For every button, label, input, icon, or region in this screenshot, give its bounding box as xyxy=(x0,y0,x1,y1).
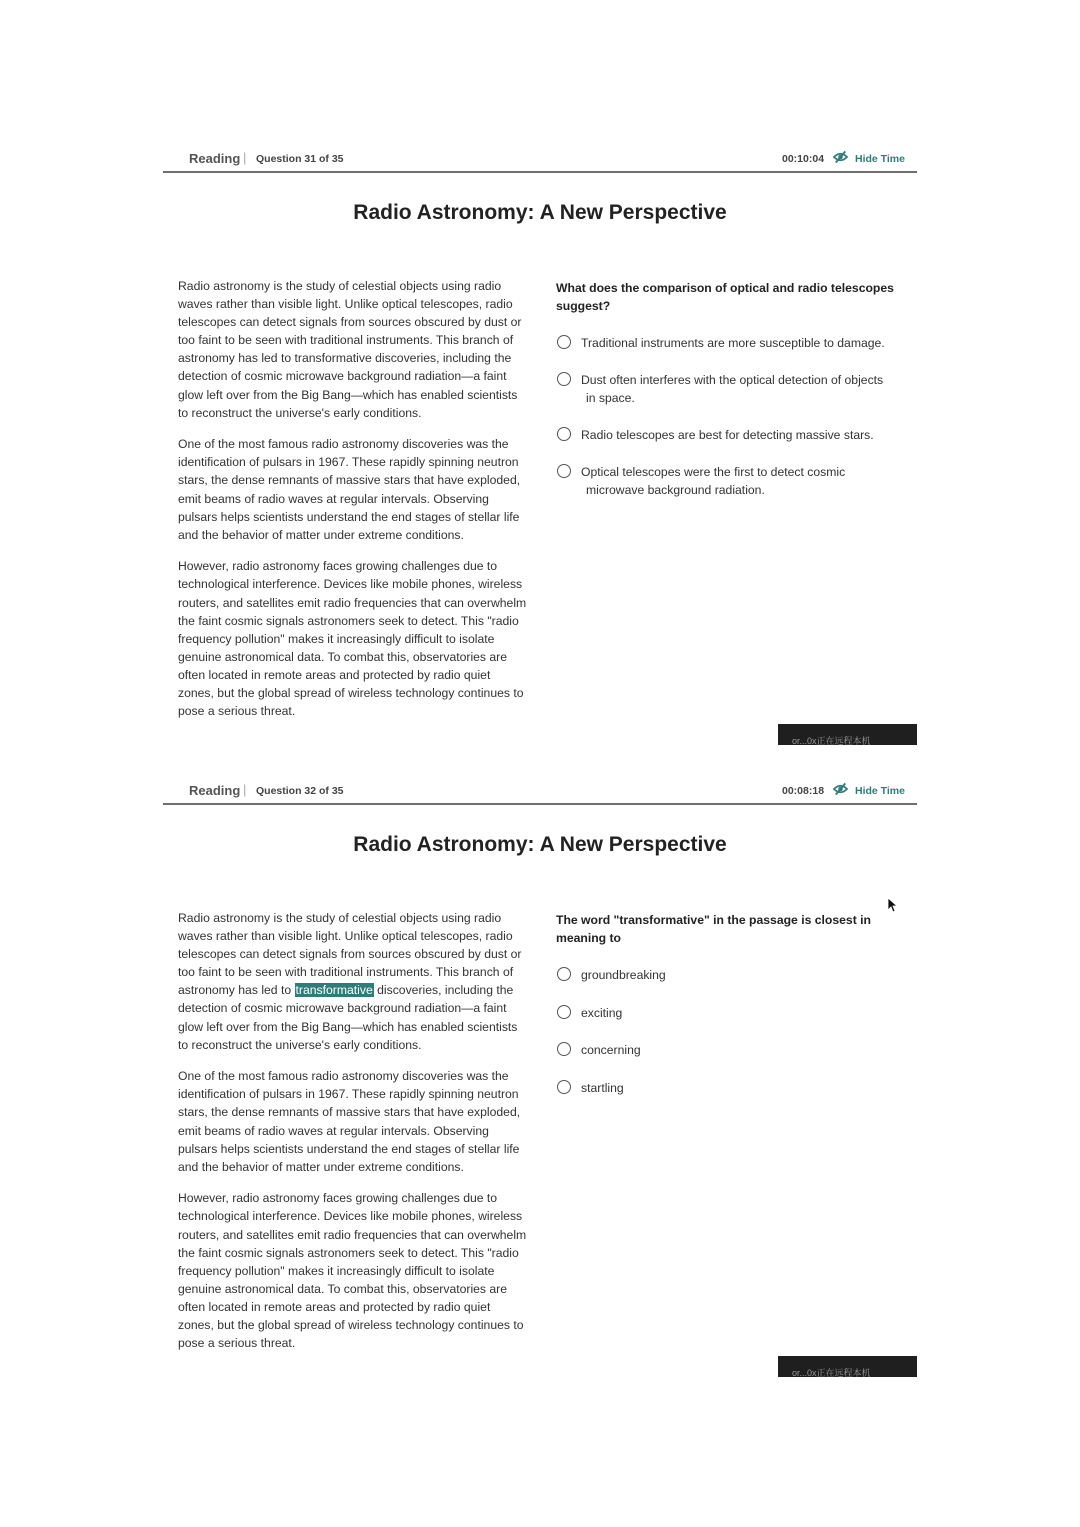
top-bar xyxy=(163,145,917,173)
passage-paragraph: However, radio astronomy faces growing challenges due to technological interference. Devices like mobile phones, wireless routers, and satellites emit radio frequencies that can overwhelm the faint cosmic signals astronomers seek to detect. This "radio frequency pollution" makes it increasingly difficult to isolate genuine astronomical data. To combat this, observatories are often located in remote areas and protected by radio quiet zones, but the global spread of wireless technology continues to pose a serious threat. xyxy=(178,559,527,719)
timer: 00:08:18 xyxy=(782,785,825,797)
radio-circle-icon[interactable] xyxy=(557,335,571,349)
radio-circle-icon[interactable] xyxy=(557,967,571,981)
passage-paragraph xyxy=(178,909,528,1054)
page-title: Radio Astronomy: A New Perspective xyxy=(353,833,727,856)
top-bar xyxy=(163,777,917,805)
remote-control-overlay xyxy=(778,1356,917,1377)
hide-time-button[interactable]: Hide Time xyxy=(855,153,905,165)
mouse-pointer-icon xyxy=(887,897,897,913)
option-text: exciting xyxy=(581,1005,623,1020)
answer-option[interactable] xyxy=(556,1079,901,1097)
radio-circle-icon[interactable] xyxy=(557,1042,571,1056)
remote-control-overlay xyxy=(778,724,917,745)
test-screen-question-32 xyxy=(163,777,917,1377)
test-screen-question-31 xyxy=(163,145,917,745)
passage-paragraph: Radio astronomy is the study of celestial objects using radio waves rather than visible light. Unlike optical telescopes, radio telescopes can detect signals from sources obscured by dust or too faint to be seen with traditional instruments. This branch of astronomy has led to transformative discoveries, including the detection of cosmic microwave background radiation—a faint glow left over from the Big Bang—which has enabled scientists to reconstruct the universe's early conditions. xyxy=(178,279,522,420)
answer-option[interactable] xyxy=(556,1004,901,1022)
answer-options xyxy=(556,966,901,1097)
remote-overlay-text: or...0x正在远程本机 xyxy=(792,1368,871,1377)
passage-paragraph: One of the most famous radio astronomy discoveries was the identification of pulsars in 1967. These rapidly spinning neutron stars, the dense remnants of massive stars that have exploded, emit beams of radio waves at regular intervals. Observing pulsars helps scientists understand the end stages of stellar life and the behavior of matter under extreme conditions. xyxy=(178,437,521,542)
passage-text: Radio astronomy is the study of celestial objects using radio waves rather than visible light. Unlike optical telescopes, radio telescopes can detect signals from sources obscured by dust or too faint to be seen with traditional instruments. This branch of astronomy has led to xyxy=(178,911,522,998)
answer-option[interactable] xyxy=(556,966,901,984)
option-text: Optical telescopes were the first to detect cosmic xyxy=(581,465,846,480)
radio-circle-icon[interactable] xyxy=(557,1080,571,1094)
timer: 00:10:04 xyxy=(782,153,825,165)
radio-circle-icon[interactable] xyxy=(557,1005,571,1019)
answer-option[interactable] xyxy=(556,371,901,407)
option-text-continued: microwave background radiation. xyxy=(586,483,765,498)
answer-options xyxy=(556,334,901,500)
option-text: startling xyxy=(581,1080,624,1095)
answer-option[interactable] xyxy=(556,1041,901,1059)
question-prompt: What does the comparison of optical and radio telescopes suggest? xyxy=(556,281,894,314)
question-counter: Question 32 of 35 xyxy=(256,785,344,797)
option-text: Traditional instruments are more susceptible to damage. xyxy=(581,336,885,350)
option-text: Radio telescopes are best for detecting massive stars. xyxy=(581,428,874,443)
option-text: groundbreaking xyxy=(581,968,666,982)
section-label: Reading xyxy=(189,783,241,798)
reading-passage xyxy=(178,909,528,1366)
section-label: Reading xyxy=(189,151,241,166)
hide-time-button[interactable]: Hide Time xyxy=(855,785,905,797)
option-text-continued: in space. xyxy=(586,391,635,406)
question-counter: Question 31 of 35 xyxy=(256,153,344,165)
radio-circle-icon[interactable] xyxy=(557,372,571,386)
eye-slash-icon[interactable] xyxy=(833,782,848,796)
header-separator: | xyxy=(243,782,247,797)
passage-paragraph: However, radio astronomy faces growing challenges due to technological interference. Devices like mobile phones, wireless routers, and satellites emit radio frequencies that can overwhelm the faint cosmic signals astronomers seek to detect. This "radio frequency pollution" makes it increasingly difficult to isolate genuine astronomical data. To combat this, observatories are often located in remote areas and protected by radio quiet zones, but the global spread of wireless technology continues to pose a serious threat. xyxy=(178,1191,527,1351)
passage-text: discoveries, including the detection of cosmic microwave background radiation—a faint glow left over from the Big Bang—which has enabled scientists to reconstruct the universe's early conditions. xyxy=(178,983,518,1052)
passage-paragraph: One of the most famous radio astronomy discoveries was the identification of pulsars in 1967. These rapidly spinning neutron stars, the dense remnants of massive stars that have exploded, emit beams of radio waves at regular intervals. Observing pulsars helps scientists understand the end stages of stellar life and the behavior of matter under extreme conditions. xyxy=(178,1069,521,1174)
eye-slash-icon[interactable] xyxy=(833,150,848,164)
remote-overlay-text: or...0x正在远程本机 xyxy=(792,736,871,745)
answer-option[interactable] xyxy=(556,334,901,352)
answer-option[interactable] xyxy=(556,463,901,499)
option-text: concerning xyxy=(581,1043,641,1058)
radio-circle-icon[interactable] xyxy=(557,427,571,441)
highlighted-word: transformative xyxy=(295,983,373,998)
answer-option[interactable] xyxy=(556,426,901,444)
header-separator: | xyxy=(243,150,247,165)
question-prompt: The word "transformative" in the passage is closest in meaning to xyxy=(556,913,871,946)
page-title: Radio Astronomy: A New Perspective xyxy=(353,201,727,224)
radio-circle-icon[interactable] xyxy=(557,464,571,478)
reading-passage xyxy=(178,277,528,734)
option-text: Dust often interferes with the optical detection of objects xyxy=(581,373,884,388)
